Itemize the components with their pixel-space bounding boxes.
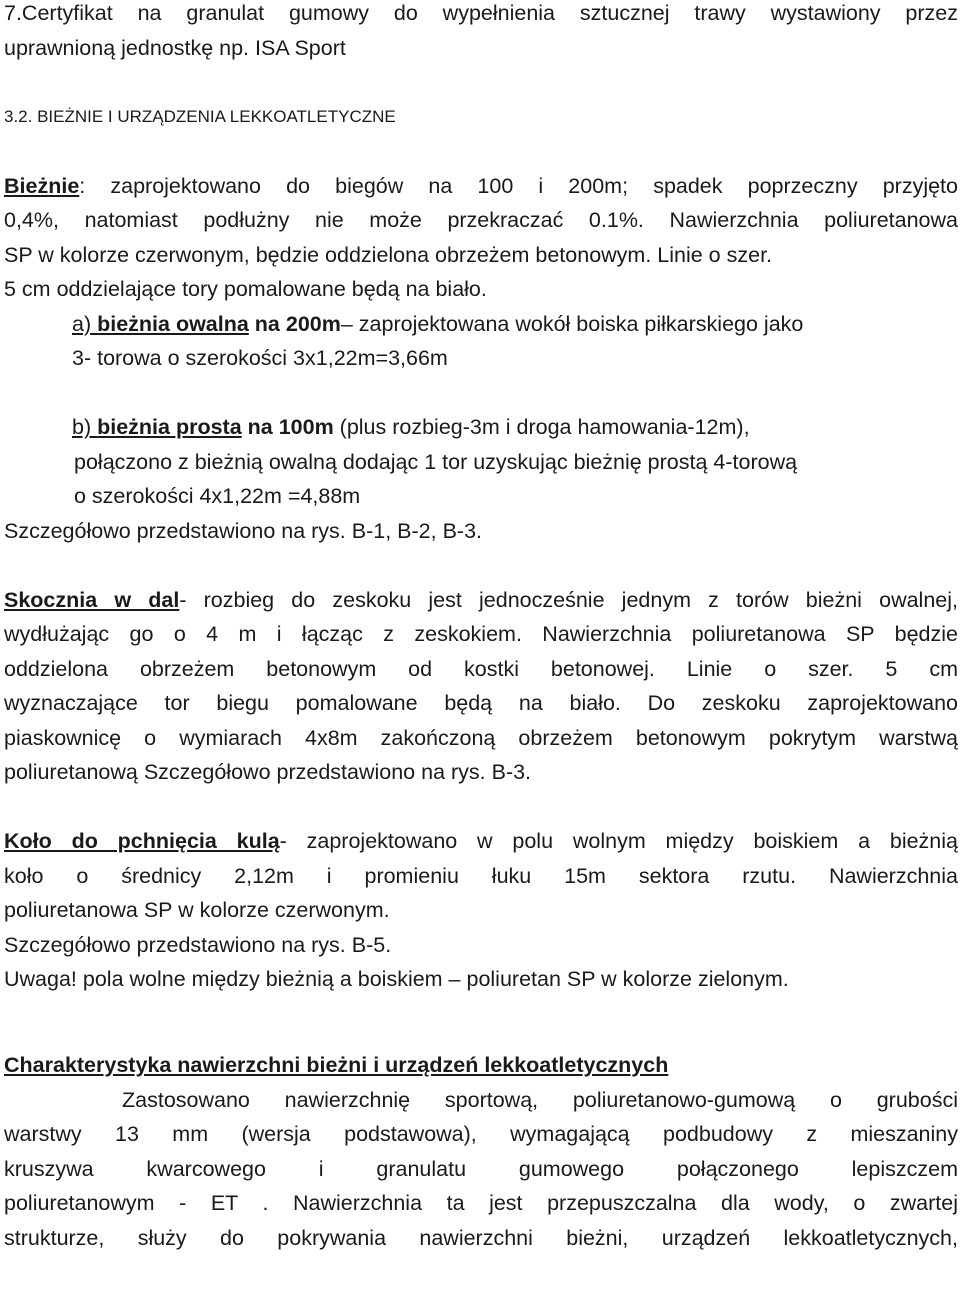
charakterystyka-line-4: poliuretanowym - ET . Nawierzchnia ta jest przepuszczalna dla wody, o zwartej [4, 1191, 958, 1215]
kolo-note: Uwaga! pola wolne między bieżnią a boiskiem – poliuretan SP w kolorze zielonym. [4, 967, 789, 991]
skocznia-label: Skocznia w dal [4, 587, 180, 612]
biezne-line-4: 5 cm oddzielające tory pomalowane będą na biało. [4, 277, 487, 301]
biezne-item-b-line-2: połączono z bieżnią owalną dodając 1 tor uzyskując bieżnię prostą 4-torową [74, 449, 798, 474]
biezne-line-1: Bieżnie: zaprojektowano do biegów na 100 i 200m; spadek poprzeczny przyjęto [4, 173, 958, 198]
intro-line-2: uprawnioną jednostkę np. ISA Sport [4, 35, 346, 60]
kolo-line-2: koło o średnicy 2,12m i promieniu łuku 15m sektora rzutu. Nawierzchnia [4, 863, 958, 888]
biezne-item-b-line-3: o szerokości 4x1,22m =4,88m [74, 484, 361, 508]
kolo-line-1: Koło do pchnięcia kulą- zaprojektowano w polu wolnym między boiskiem a bieżnią [4, 829, 958, 853]
skocznia-line-5: piaskownicę o wymiarach 4x8m zakończoną obrzeżem betonowym pokrytym warstwą [4, 725, 958, 750]
biezne-item-b-label: bieżnia prosta [97, 415, 242, 439]
skocznia-line-6: poliuretanową Szczegółowo przedstawiono na rys. B-3. [4, 760, 532, 784]
skocznia-line-2: wydłużając go o 4 m i łącząc z zeskokiem. Nawierzchnia poliuretanowa SP będzie [4, 622, 958, 646]
biezne-line-2: 0,4%, natomiast podłużny nie może przekraczać 0.1%. Nawierzchnia poliuretanowa [4, 208, 958, 232]
charakterystyka-line-2: warstwy 13 mm (wersja podstawowa), wymagającą podbudowy z mieszaniny [4, 1122, 958, 1146]
biezne-label: Bieżnie [4, 173, 80, 198]
section-heading: 3.2. BIEŻNIE I URZĄDZENIA LEKKOATLETYCZNE [4, 106, 396, 126]
skocznia-line-1: Skocznia w dal- rozbieg do zeskoku jest jednocześnie jednym z torów bieżni owalnej, [4, 587, 958, 612]
intro-line-1: 7.Certyfikat na granulat gumowy do wypełnienia sztucznej trawy wystawiony przez [4, 1, 958, 25]
charakterystyka-line-5: strukturze, służy do pokrywania nawierzchni bieżni, urządzeń lekkoatletycznych, [4, 1225, 958, 1250]
kolo-line-3: poliuretanowa SP w kolorze czerwonym. [4, 898, 390, 922]
charakterystyka-line-1: Zastosowano nawierzchnię sportową, poliuretanowo-gumową o grubości [122, 1087, 958, 1112]
biezne-line-3: SP w kolorze czerwonym, będzie oddzielona obrzeżem betonowym. Linie o szer. [4, 242, 773, 267]
charakterystyka-heading: Charakterystyka nawierzchni bieżni i urządzeń lekkoatletycznych [4, 1053, 669, 1077]
kolo-line-4: Szczegółowo przedstawiono na rys. B-5. [4, 932, 392, 957]
kolo-label: Koło do pchnięcia kulą [4, 829, 280, 853]
biezne-item-a-label: bieżnia owalna [97, 311, 249, 336]
charakterystyka-line-3: kruszywa kwarcowego i granulatu gumowego połączonego lepiszczem [4, 1156, 958, 1181]
biezne-item-a-line-2: 3- torowa o szerokości 3x1,22m=3,66m [72, 346, 448, 370]
biezne-item-a-line-1: a) bieżnia owalna na 200m– zaprojektowana wokół boiska piłkarskiego jako [72, 311, 804, 336]
biezne-item-b-line-1: b) bieżnia prosta na 100m (plus rozbieg-3m i droga hamowania-12m), [72, 415, 750, 439]
skocznia-line-4: wyznaczające tor biegu pomalowane będą na biało. Do zeskoku zaprojektowano [4, 691, 958, 715]
document-page [4, 0, 958, 1255]
biezne-detail: Szczegółowo przedstawiono na rys. B-1, B-2, B-3. [4, 518, 482, 543]
skocznia-line-3: oddzielona obrzeżem betonowym od kostki betonowej. Linie o szer. 5 cm [4, 656, 958, 681]
